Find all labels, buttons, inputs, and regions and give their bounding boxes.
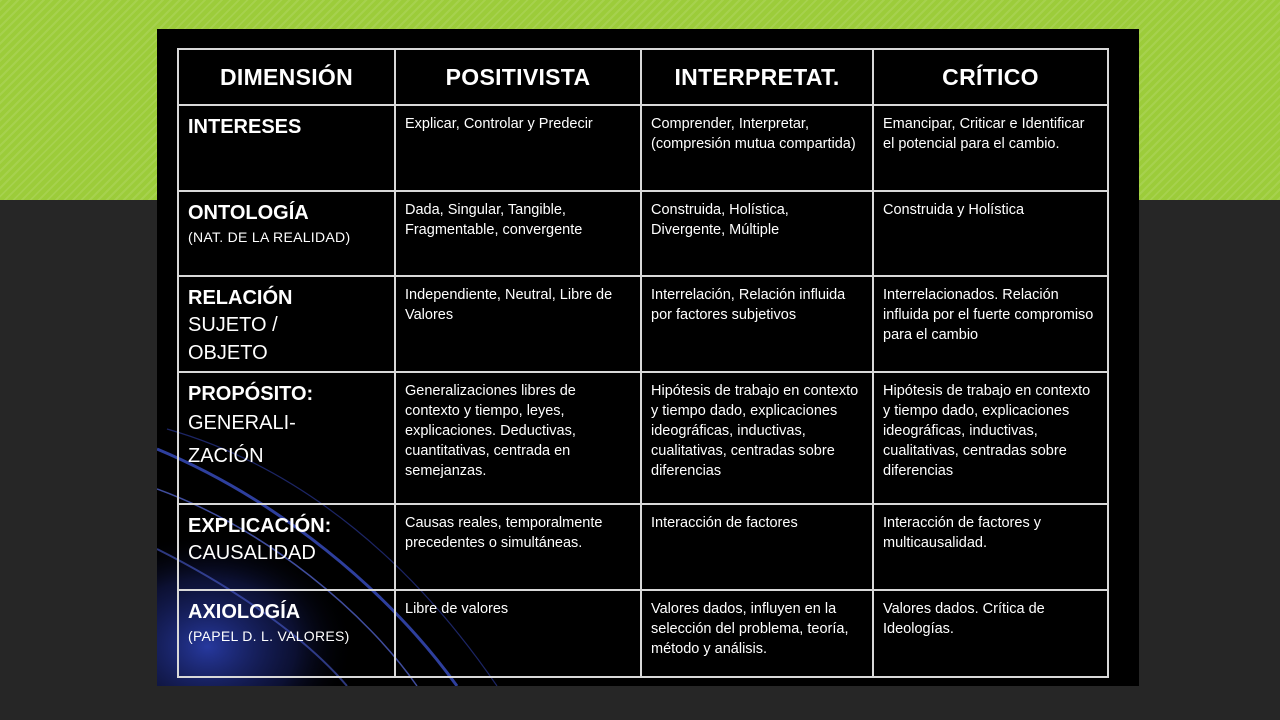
cell-text: Causas reales, temporalmente precedentes o simultáneas.: [405, 515, 603, 551]
cell-text: Interacción de factores y multicausalidad.: [883, 515, 1041, 551]
dimension-cell: [178, 191, 395, 276]
positivista-cell: [395, 372, 641, 504]
header-interpretativo: INTERPRETAT.: [641, 49, 873, 105]
cell-text: Comprender, Interpretar, (compresión mutua compartida): [651, 116, 856, 152]
table-row: [178, 590, 1108, 677]
cell-text: Hipótesis de trabajo en contexto y tiempo dado, explicaciones ideográficas, inductivas, cualitativas, centradas sobre diferencias: [883, 383, 1091, 479]
dimension-subtitle: SUJETO / OBJETO: [188, 314, 278, 364]
critico-cell: [873, 105, 1108, 191]
cell-text: Emancipar, Criticar e Identificar el potencial para el cambio.: [883, 116, 1085, 152]
cell-text: Construida, Holística, Divergente, Múltiple: [651, 202, 789, 238]
paradigm-comparison-table: [177, 48, 1109, 678]
comparison-table-image: [157, 29, 1139, 686]
interpretativo-cell: [641, 191, 873, 276]
dimension-cell: [178, 276, 395, 372]
dimension-cell: [178, 504, 395, 590]
positivista-cell: [395, 105, 641, 191]
interpretativo-cell: [641, 504, 873, 590]
cell-text: Valores dados. Crítica de Ideologías.: [883, 601, 1045, 637]
header-positivista: POSITIVISTA: [395, 49, 641, 105]
cell-text: Generalizaciones libres de contexto y tiempo, leyes, explicaciones. Deductivas, cuantitativas, centrada en semejanzas.: [405, 383, 576, 479]
interpretativo-cell: [641, 276, 873, 372]
dimension-cell: [178, 590, 395, 677]
interpretativo-cell: [641, 590, 873, 677]
cell-text: Construida y Holística: [883, 202, 1025, 218]
critico-cell: [873, 504, 1108, 590]
table-row: [178, 372, 1108, 504]
dimension-cell: [178, 105, 395, 191]
dimension-title: PROPÓSITO:: [188, 383, 314, 405]
table-row: [178, 191, 1108, 276]
cell-text: Independiente, Neutral, Libre de Valores: [405, 287, 613, 323]
cell-text: Libre de valores: [405, 601, 509, 617]
cell-text: Interrelacionados. Relación influida por el fuerte compromiso para el cambio: [883, 287, 1094, 343]
critico-cell: [873, 590, 1108, 677]
cell-text: Interrelación, Relación influida por factores subjetivos: [651, 287, 846, 323]
cell-text: Valores dados, influyen en la selección del problema, teoría, método y análisis.: [651, 601, 849, 657]
header-row: [178, 49, 1108, 105]
dimension-title: INTERESES: [188, 116, 302, 138]
critico-cell: [873, 276, 1108, 372]
critico-cell: [873, 191, 1108, 276]
table-row: [178, 504, 1108, 590]
critico-cell: [873, 372, 1108, 504]
dimension-cell: [178, 372, 395, 504]
cell-text: Explicar, Controlar y Predecir: [405, 116, 593, 132]
table-row: [178, 276, 1108, 372]
table-row: [178, 105, 1108, 191]
dimension-subtitle: (PAPEL D. L. VALORES): [188, 628, 350, 644]
positivista-cell: [395, 276, 641, 372]
dimension-title: AXIOLOGÍA: [188, 601, 301, 623]
header-critico: CRÍTICO: [873, 49, 1108, 105]
cell-text: Hipótesis de trabajo en contexto y tiempo dado, explicaciones ideográficas, inductivas, cualitativas, centradas sobre diferencias: [651, 383, 859, 479]
dimension-title: RELACIÓN: [188, 287, 293, 309]
positivista-cell: [395, 191, 641, 276]
dimension-subtitle: (NAT. DE LA REALIDAD): [188, 229, 351, 245]
dimension-subtitle: GENERALI-ZACIÓN: [188, 412, 296, 467]
interpretativo-cell: [641, 372, 873, 504]
dimension-title: ONTOLOGÍA: [188, 202, 309, 224]
header-dimension: DIMENSIÓN: [178, 49, 395, 105]
cell-text: Dada, Singular, Tangible, Fragmentable, convergente: [405, 202, 583, 238]
cell-text: Interacción de factores: [651, 515, 798, 531]
positivista-cell: [395, 590, 641, 677]
dimension-title: EXPLICACIÓN:: [188, 515, 332, 537]
dimension-subtitle: CAUSALIDAD: [188, 542, 316, 564]
interpretativo-cell: [641, 105, 873, 191]
positivista-cell: [395, 504, 641, 590]
